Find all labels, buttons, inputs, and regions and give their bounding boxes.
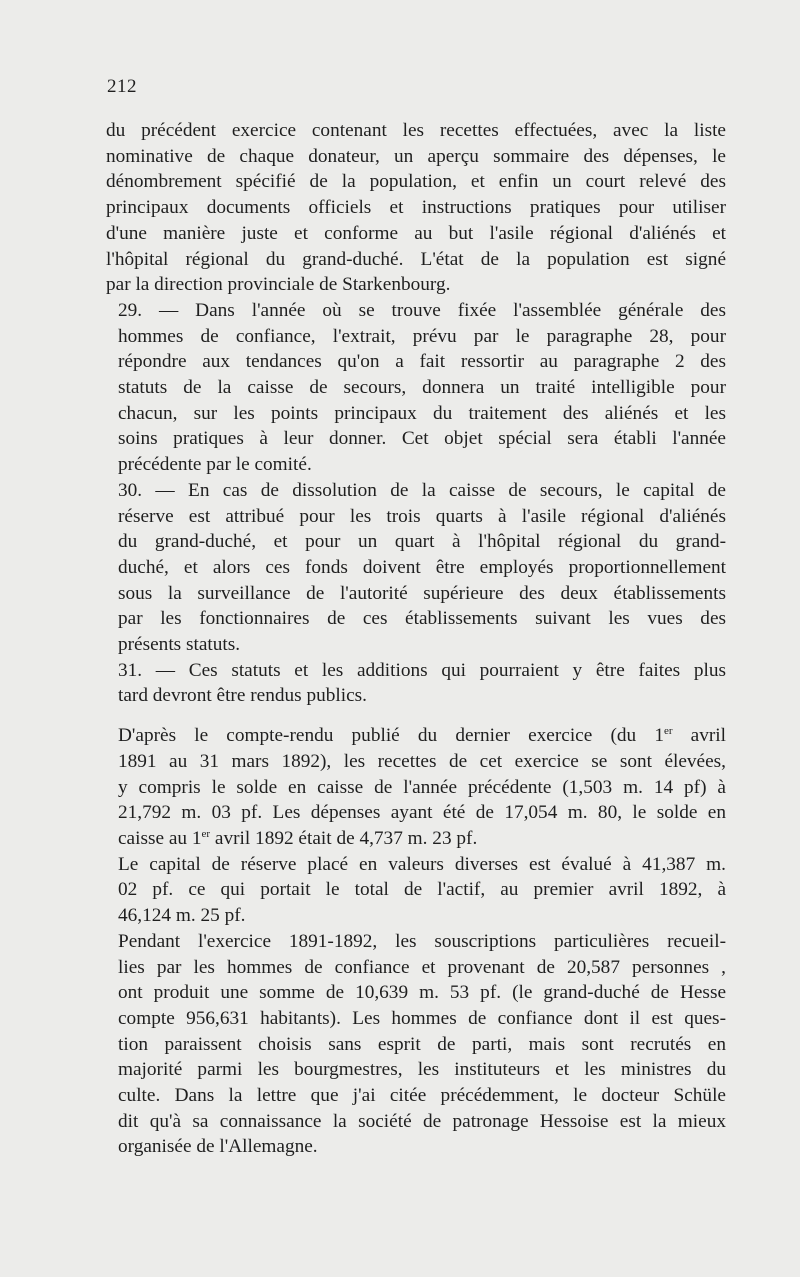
text-line: soins pratiques à leur donner. Cet objet spécial sera établi l'année — [118, 428, 726, 450]
text-line: 46,124 m. 25 pf. — [118, 905, 246, 927]
text-line: précédente par le comité. — [118, 454, 312, 476]
text-line: par les fonctionnaires de ces établissements suivant les vues des — [118, 608, 726, 630]
text-line: nominative de chaque donateur, un aperçu sommaire des dépenses, le — [106, 145, 726, 167]
text-line: sous la surveillance de l'autorité supérieure des deux établissements — [118, 582, 726, 604]
text-line: répondre aux tendances qu'on a fait ressortir au paragraphe 2 des — [118, 351, 726, 373]
text-line: duché, et alors ces fonds doivent être employés proportionnellement — [118, 556, 726, 578]
section-gap — [106, 709, 726, 723]
text-line: chacun, sur les points principaux du traitement des aliénés et les — [118, 402, 726, 424]
text-line: 02 pf. ce qui portait le total de l'actif, au premier avril 1892, à — [118, 879, 726, 901]
text-line: caisse au 1er avril 1892 était de 4,737 m. 23 pf. — [118, 827, 478, 849]
text-line: du grand-duché, et pour un quart à l'hôpital régional du grand- — [118, 531, 726, 553]
text-line: dit qu'à sa connaissance la société de patronage Hessoise est la mieux — [118, 1110, 726, 1132]
text-line: Pendant l'exercice 1891-1892, les souscriptions particulières recueil- — [118, 930, 726, 952]
text-line: statuts de la caisse de secours, donnera un traité intelligible pour — [118, 377, 726, 399]
text-line: Le capital de réserve placé en valeurs diverses est évalué à 41,387 m. — [118, 853, 726, 875]
text-line: 1891 au 31 mars 1892), les recettes de cet exercice se sont élevées, — [118, 750, 726, 772]
paragraph-subscriptions — [106, 929, 726, 1160]
text-line: compte 956,631 habitants). Les hommes de confiance dont il est ques- — [118, 1007, 726, 1029]
body-text — [106, 118, 726, 1160]
text-line: D'après le compte-rendu publié du dernier exercice (du 1er avril — [118, 725, 726, 747]
text-line: 29. — Dans l'année où se trouve fixée l'assemblée générale des — [118, 299, 726, 321]
text-line: culte. Dans la lettre que j'ai citée précédemment, le docteur Schüle — [118, 1085, 726, 1107]
text-line: ont produit une somme de 10,639 m. 53 pf. (le grand-duché de Hesse — [118, 982, 726, 1004]
text-line: du précédent exercice contenant les recettes effectuées, avec la liste — [106, 120, 726, 141]
page-number: 212 — [107, 76, 137, 97]
text-line: 31. — Ces statuts et les additions qui pourraient y être faites plus — [118, 659, 726, 681]
text-line: 21,792 m. 03 pf. Les dépenses ayant été de 17,054 m. 80, le solde en — [118, 802, 726, 824]
paragraph-report — [106, 723, 726, 852]
text-line: majorité parmi les bourgmestres, les instituteurs et les ministres du — [118, 1059, 726, 1081]
text-line: réserve est attribué pour les trois quarts à l'asile régional d'aliénés — [118, 505, 726, 527]
text-line: d'une manière juste et conforme au but l'asile régional d'aliénés et — [106, 222, 726, 244]
text-line: principaux documents officiels et instructions pratiques pour utiliser — [106, 197, 726, 219]
text-line: tion paraissent choisis sans esprit de parti, mais sont recrutés en — [118, 1033, 726, 1055]
text-line: organisée de l'Allemagne. — [118, 1136, 318, 1158]
text-line: 30. — En cas de dissolution de la caisse de secours, le capital de — [118, 479, 726, 501]
paragraph-article-30 — [106, 478, 726, 658]
text-line: dénombrement spécifié de la population, et enfin un court relevé des — [106, 171, 726, 193]
paragraph-reserve-capital — [106, 852, 726, 929]
paragraph — [106, 118, 726, 298]
text-line: par la direction provinciale de Starkenbourg. — [106, 274, 451, 296]
text-line: présents statuts. — [118, 634, 241, 656]
text-line: l'hôpital régional du grand-duché. L'état de la population est signé — [106, 248, 726, 270]
paragraph-article-29 — [106, 298, 726, 478]
text-line: hommes de confiance, l'extrait, prévu par le paragraphe 28, pour — [118, 325, 726, 347]
text-line: tard devront être rendus publics. — [118, 685, 367, 707]
text-line: lies par les hommes de confiance et provenant de 20,587 personnes , — [118, 956, 726, 978]
paragraph-article-31 — [106, 658, 726, 709]
text-line: y compris le solde en caisse de l'année précédente (1,503 m. 14 pf) à — [118, 776, 726, 798]
